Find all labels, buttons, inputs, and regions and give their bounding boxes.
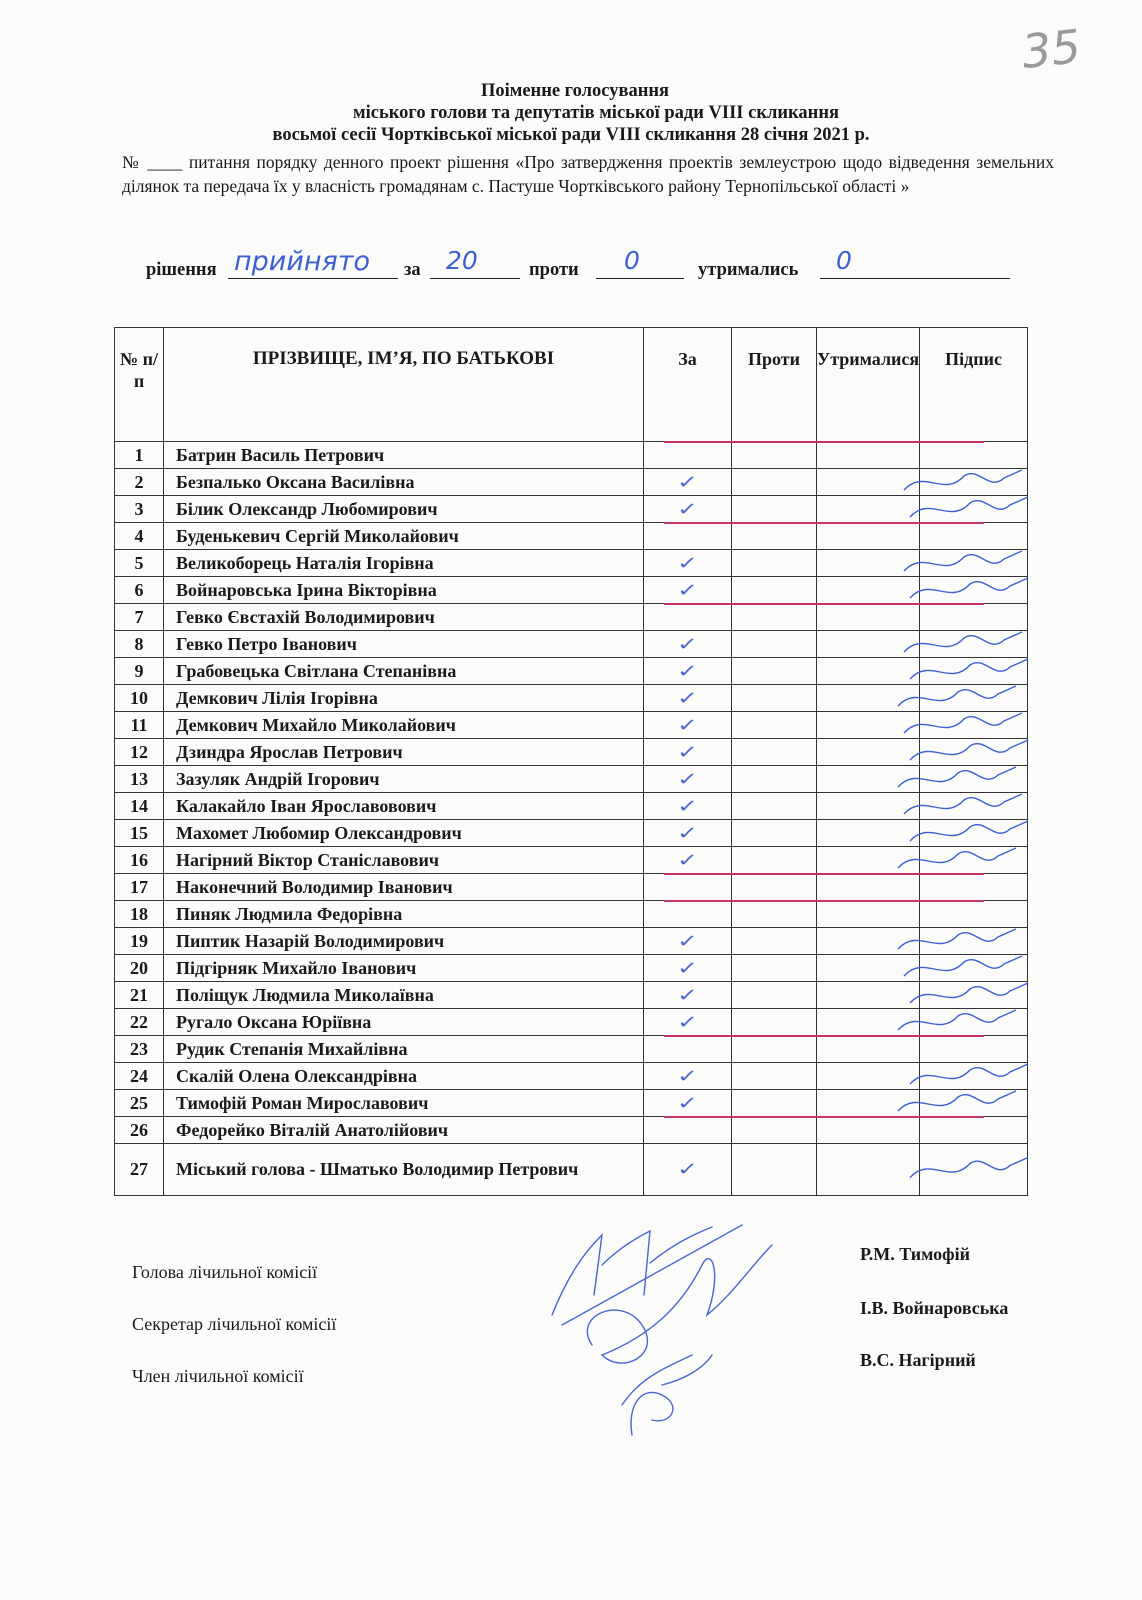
row-name: Безпалько Оксана Василівна xyxy=(164,469,644,496)
row-name: Міський голова - Шматько Володимир Петрович xyxy=(164,1144,644,1196)
row-vote-against xyxy=(732,1090,817,1117)
row-vote-against xyxy=(732,604,817,631)
commission-signature-3 xyxy=(622,1355,712,1435)
row-name: Федорейко Віталій Анатолійович xyxy=(164,1117,644,1144)
row-name: Гевко Петро Іванович xyxy=(164,631,644,658)
checkmark-icon: ✓ xyxy=(676,579,699,601)
row-vote-for xyxy=(644,955,732,982)
row-vote-against xyxy=(732,955,817,982)
row-number: 20 xyxy=(115,955,164,982)
row-name: Наконечний Володимир Іванович xyxy=(164,874,644,901)
row-vote-against xyxy=(732,469,817,496)
row-number: 6 xyxy=(115,577,164,604)
row-number: 19 xyxy=(115,928,164,955)
row-vote-against xyxy=(732,496,817,523)
decision-line xyxy=(146,246,1046,288)
member-signature xyxy=(898,1010,1016,1030)
title-line-3: восьмої сесії Чортківської міської ради VIII скликання 28 січня 2021 р. xyxy=(272,125,870,145)
row-vote-for xyxy=(644,631,732,658)
row-vote-against xyxy=(732,793,817,820)
row-vote-against xyxy=(732,685,817,712)
row-number: 26 xyxy=(115,1117,164,1144)
row-name: Нагірний Віктор Станіславович xyxy=(164,847,644,874)
member-signature xyxy=(904,470,1022,490)
checkmark-icon: ✓ xyxy=(676,1092,699,1114)
checkmark-icon: ✓ xyxy=(676,1159,699,1180)
header-for: За xyxy=(644,328,732,442)
row-vote-against xyxy=(732,577,817,604)
checkmark-icon: ✓ xyxy=(676,552,699,574)
header-abstained: Утрималися xyxy=(817,328,920,442)
row-number: 22 xyxy=(115,1009,164,1036)
row-number: 4 xyxy=(115,523,164,550)
secretary-label: Секретар лічильної комісії xyxy=(132,1314,337,1334)
row-number: 23 xyxy=(115,1036,164,1063)
row-number: 5 xyxy=(115,550,164,577)
row-vote-against xyxy=(732,523,817,550)
checkmark-icon: ✓ xyxy=(676,741,699,763)
row-vote-for xyxy=(644,820,732,847)
table-header-row xyxy=(115,328,1028,442)
row-name: Підгірняк Михайло Іванович xyxy=(164,955,644,982)
checkmark-icon: ✓ xyxy=(676,660,699,682)
row-vote-for xyxy=(644,577,732,604)
row-name: Демкович Михайло Миколайович xyxy=(164,712,644,739)
member-signature xyxy=(910,821,1028,841)
against-blank xyxy=(596,278,684,279)
member-signature xyxy=(898,1091,1016,1111)
row-vote-for xyxy=(644,604,732,631)
member-signature xyxy=(910,497,1028,517)
row-number: 13 xyxy=(115,766,164,793)
chair-label: Голова лічильної комісії xyxy=(132,1262,318,1282)
checkmark-icon: ✓ xyxy=(676,1011,699,1033)
secretary-name: І.В. Войнаровська xyxy=(860,1298,1009,1318)
row-vote-for xyxy=(644,550,732,577)
row-vote-for xyxy=(644,442,732,469)
member-signature xyxy=(910,659,1028,679)
row-number: 24 xyxy=(115,1063,164,1090)
row-vote-for xyxy=(644,1036,732,1063)
row-vote-for xyxy=(644,469,732,496)
member-signature xyxy=(898,686,1016,706)
header-num: № п/п xyxy=(115,328,164,442)
row-number: 2 xyxy=(115,469,164,496)
row-vote-for xyxy=(644,874,732,901)
row-vote-for xyxy=(644,982,732,1009)
checkmark-icon: ✓ xyxy=(676,687,699,709)
row-name: Зазуляк Андрій Ігорович xyxy=(164,766,644,793)
row-vote-for xyxy=(644,658,732,685)
row-vote-against xyxy=(732,874,817,901)
row-vote-against xyxy=(732,1144,817,1196)
commission-signatures xyxy=(532,1205,812,1445)
row-number: 15 xyxy=(115,820,164,847)
row-vote-against xyxy=(732,739,817,766)
title-line-2: міського голови та депутатів міської ради VIII скликання xyxy=(353,103,839,123)
row-name: Буденькевич Сергій Миколайович xyxy=(164,523,644,550)
row-name: Тимофій Роман Мирославович xyxy=(164,1090,644,1117)
row-number: 27 xyxy=(115,1144,164,1196)
row-vote-against xyxy=(732,901,817,928)
checkmark-icon: ✓ xyxy=(676,930,699,952)
chair-name: Р.М. Тимофій xyxy=(860,1244,971,1264)
row-number: 25 xyxy=(115,1090,164,1117)
row-vote-for xyxy=(644,685,732,712)
row-name: Білик Олександр Любомирович xyxy=(164,496,644,523)
row-vote-for xyxy=(644,1090,732,1117)
checkmark-icon: ✓ xyxy=(676,1065,699,1087)
row-vote-for xyxy=(644,1144,732,1196)
row-vote-for xyxy=(644,1009,732,1036)
commission-signature-2 xyxy=(587,1245,772,1363)
row-number: 1 xyxy=(115,442,164,469)
row-vote-against xyxy=(732,658,817,685)
row-vote-against xyxy=(732,766,817,793)
row-vote-for xyxy=(644,712,732,739)
member-signature xyxy=(904,713,1022,733)
header-against: Проти xyxy=(732,328,817,442)
member-label: Член лічильної комісії xyxy=(132,1366,304,1386)
decision-blank xyxy=(228,278,398,279)
row-number: 7 xyxy=(115,604,164,631)
row-name: Пиптик Назарій Володимирович xyxy=(164,928,644,955)
row-number: 14 xyxy=(115,793,164,820)
row-name: Пиняк Людмила Федорівна xyxy=(164,901,644,928)
row-vote-for xyxy=(644,1117,732,1144)
row-vote-for xyxy=(644,928,732,955)
row-number: 8 xyxy=(115,631,164,658)
decision-label: рішення xyxy=(146,260,217,280)
member-signature xyxy=(910,1064,1028,1084)
checkmark-icon: ✓ xyxy=(676,768,699,790)
member-signature xyxy=(904,794,1022,814)
member-name: В.С. Нагірний xyxy=(860,1350,976,1370)
document-header xyxy=(0,80,1142,146)
row-vote-for xyxy=(644,523,732,550)
row-name: Великоборець Наталія Ігорівна xyxy=(164,550,644,577)
against-label: проти xyxy=(529,260,579,280)
checkmark-icon: ✓ xyxy=(676,471,699,493)
checkmark-icon: ✓ xyxy=(676,822,699,844)
member-signature xyxy=(904,551,1022,571)
page-number-handwritten: 35 xyxy=(1019,19,1084,79)
row-vote-for xyxy=(644,496,732,523)
header-signature: Підпис xyxy=(920,328,1028,442)
member-signature xyxy=(904,632,1022,652)
decision-value-handwritten: прийнято xyxy=(234,246,371,277)
checkmark-icon: ✓ xyxy=(676,498,699,520)
row-name: Демкович Лілія Ігорівна xyxy=(164,685,644,712)
row-name: Ругало Оксана Юріївна xyxy=(164,1009,644,1036)
row-vote-against xyxy=(732,820,817,847)
member-signature xyxy=(910,983,1028,1003)
row-number: 21 xyxy=(115,982,164,1009)
row-number: 18 xyxy=(115,901,164,928)
row-vote-against xyxy=(732,550,817,577)
abstained-blank xyxy=(820,278,1010,279)
row-vote-against xyxy=(732,847,817,874)
absent-strike-line xyxy=(664,441,984,443)
row-number: 11 xyxy=(115,712,164,739)
header-name: ПРІЗВИЩЕ, ІМ’Я, ПО БАТЬКОВІ xyxy=(164,328,644,442)
row-name: Войнаровська Ірина Вікторівна xyxy=(164,577,644,604)
member-signature xyxy=(904,956,1022,976)
row-vote-against xyxy=(732,1063,817,1090)
row-vote-against xyxy=(732,1036,817,1063)
checkmark-icon: ✓ xyxy=(676,633,699,655)
row-vote-against xyxy=(732,982,817,1009)
signatures-column xyxy=(888,456,1038,1216)
checkmark-icon: ✓ xyxy=(676,714,699,736)
row-vote-against xyxy=(732,442,817,469)
agenda-text: № ____ питання порядку денного проект рішення «Про затвердження проектів землеустрою щодо відведення земельних ділянок та передача їх у власність громадянам с. Пастуше Чортківського району Тернопільської області » xyxy=(122,152,1054,196)
row-name: Дзиндра Ярослав Петрович xyxy=(164,739,644,766)
title-line-1: Поіменне голосування xyxy=(480,81,670,101)
checkmark-icon: ✓ xyxy=(676,984,699,1006)
row-vote-for xyxy=(644,901,732,928)
row-name: Грабовецька Світлана Степанівна xyxy=(164,658,644,685)
row-vote-against xyxy=(732,1117,817,1144)
row-name: Махомет Любомир Олександрович xyxy=(164,820,644,847)
row-name: Поліщук Людмила Миколаївна xyxy=(164,982,644,1009)
row-vote-for xyxy=(644,793,732,820)
row-vote-against xyxy=(732,928,817,955)
row-name: Гевко Євстахій Володимирович xyxy=(164,604,644,631)
row-vote-against xyxy=(732,1009,817,1036)
checkmark-icon: ✓ xyxy=(676,849,699,871)
row-number: 17 xyxy=(115,874,164,901)
row-name: Калакайло Іван Ярославовович xyxy=(164,793,644,820)
row-number: 3 xyxy=(115,496,164,523)
row-vote-for xyxy=(644,847,732,874)
for-label: за xyxy=(404,260,421,280)
row-vote-against xyxy=(732,712,817,739)
row-number: 12 xyxy=(115,739,164,766)
row-vote-for xyxy=(644,739,732,766)
abstained-label: утримались xyxy=(698,260,799,280)
row-name: Батрин Василь Петрович xyxy=(164,442,644,469)
checkmark-icon: ✓ xyxy=(676,957,699,979)
row-vote-against xyxy=(732,631,817,658)
row-number: 16 xyxy=(115,847,164,874)
row-vote-for xyxy=(644,766,732,793)
row-number: 9 xyxy=(115,658,164,685)
row-name: Рудик Степанія Михайлівна xyxy=(164,1036,644,1063)
against-value-handwritten: 0 xyxy=(624,246,640,275)
member-signature xyxy=(898,767,1016,787)
member-signature xyxy=(898,848,1016,868)
member-signature xyxy=(898,929,1016,949)
checkmark-icon: ✓ xyxy=(676,795,699,817)
row-vote-for xyxy=(644,1063,732,1090)
member-signature xyxy=(910,1158,1028,1178)
row-name: Скалій Олена Олександрівна xyxy=(164,1063,644,1090)
abstained-value-handwritten: 0 xyxy=(836,246,852,275)
member-signature xyxy=(910,578,1028,598)
member-signature xyxy=(910,740,1028,760)
for-value-handwritten: 20 xyxy=(446,246,478,275)
for-blank xyxy=(430,278,520,279)
row-number: 10 xyxy=(115,685,164,712)
